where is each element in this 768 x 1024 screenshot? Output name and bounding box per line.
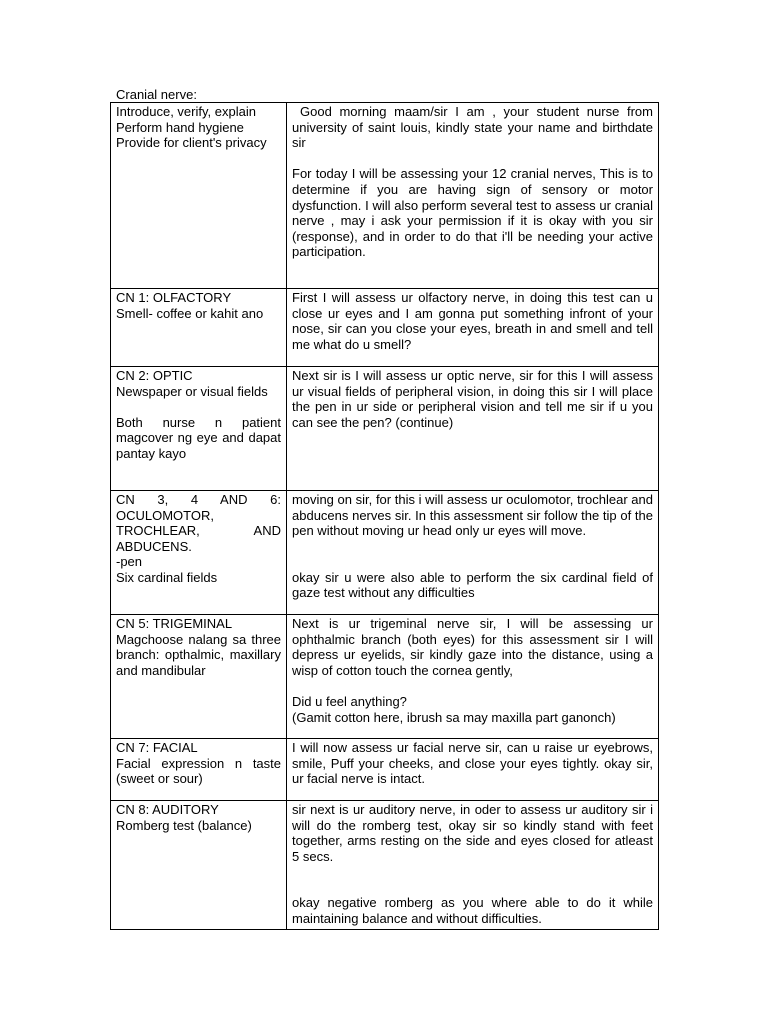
cell-line: Facial expression n taste (sweet or sour) <box>116 755 281 787</box>
cell-paragraph: (Gamit cotton here, ibrush sa may maxilla part ganonch) <box>292 709 616 725</box>
cell-line: Introduce, verify, explain <box>116 104 256 119</box>
cell-paragraph: First I will assess ur olfactory nerve, in doing this test can u close ur eyes and I am gonna put something infront of your nose, sir can you close your eyes, breath in and smell and tell me what do u smell? <box>292 290 653 352</box>
left-cell <box>111 491 287 615</box>
left-cell <box>111 367 287 491</box>
cell-line: Both nurse n patient magcover ng eye and dapat pantay kayo <box>116 414 281 461</box>
cell-line: Provide for client's privacy <box>116 135 267 151</box>
cell-line: -pen <box>116 554 143 570</box>
cell-paragraph: okay negative romberg as you where able to do it while maintaining balance and without difficulties. <box>292 895 653 926</box>
cell-line: Magchoose nalang sa three branch: opthalmic, maxillary and mandibular <box>116 631 281 678</box>
cell-line: Newspaper or visual fields <box>116 383 268 399</box>
left-cell <box>111 289 287 367</box>
cell-line: CN 1: OLFACTORY <box>116 290 232 305</box>
table-row <box>111 289 659 367</box>
cell-paragraph: Good morning maam/sir I am , your student nurse from university of saint louis, kindly state your name and birthdate sir <box>292 104 653 151</box>
left-cell <box>111 801 287 930</box>
left-cell <box>111 103 287 289</box>
cell-line: Romberg test (balance) <box>116 817 252 833</box>
cell-paragraph: Next is ur trigeminal nerve sir, I will be assessing ur ophthalmic branch (both eyes) for this assessment sir I will depress ur eyelids, sir kindly gaze into the distance, using a wisp of cotton touch the cornea gently, <box>292 616 653 678</box>
cell-paragraph: moving on sir, for this i will assess ur oculomotor, trochlear and abducens nerves sir. In this assessment sir follow the tip of the pen without moving ur head only ur eyes will move. <box>292 492 653 539</box>
cell-paragraph: sir next is ur auditory nerve, in oder to assess ur auditory sir i will do the romberg test, okay sir so kindly stand with feet together, arms resting on the side and eyes closed for atleast 5 secs. <box>292 802 653 864</box>
table-row <box>111 103 659 289</box>
cell-line: CN 3, 4 AND 6: OCULOMOTOR, TROCHLEAR, AND ABDUCENS. <box>116 492 281 554</box>
table-row <box>111 491 659 615</box>
right-cell <box>287 103 659 289</box>
table-row <box>111 615 659 739</box>
left-cell <box>111 615 287 739</box>
right-cell <box>287 801 659 930</box>
right-cell <box>287 491 659 615</box>
table-row <box>111 367 659 491</box>
cell-line: Perform hand hygiene <box>116 119 244 135</box>
right-cell <box>287 367 659 491</box>
right-cell <box>287 739 659 801</box>
cranial-nerve-table <box>110 102 659 930</box>
cell-paragraph: Next sir is I will assess ur optic nerve, sir for this I will assess ur visual fields of peripheral vision, in doing this sir I will place the pen in ur side or peripheral vision and tell me sir if u you can see the pen? (continue) <box>292 368 653 430</box>
document-title: Cranial nerve: <box>116 87 197 102</box>
cell-paragraph: For today I will be assessing your 12 cranial nerves, This is to determine if you are having sign of sensory or motor dysfunction. I will also perform several test to assess ur cranial nerve , may i ask your permission if it is okay with you sir (response), and in order to do that i'll be needing your active participation. <box>292 166 653 260</box>
right-cell <box>287 289 659 367</box>
table-row <box>111 739 659 801</box>
right-cell <box>287 615 659 739</box>
cell-line: CN 2: OPTIC <box>116 368 193 383</box>
cell-paragraph: Did u feel anything? <box>292 693 407 709</box>
cell-line: Six cardinal fields <box>116 569 218 585</box>
cell-line: CN 8: AUDITORY <box>116 802 219 817</box>
cell-line: Smell- coffee or kahit ano <box>116 305 264 321</box>
cell-line: CN 7: FACIAL <box>116 740 198 755</box>
table-row <box>111 801 659 930</box>
cell-line: CN 5: TRIGEMINAL <box>116 616 233 631</box>
left-cell <box>111 739 287 801</box>
cell-paragraph: I will now assess ur facial nerve sir, can u raise ur eyebrows, smile, Puff your cheeks, and close your eyes tightly. okay sir, ur facial nerve is intact. <box>292 740 653 787</box>
cell-paragraph: okay sir u were also able to perform the six cardinal field of gaze test without any difficulties <box>292 569 653 601</box>
